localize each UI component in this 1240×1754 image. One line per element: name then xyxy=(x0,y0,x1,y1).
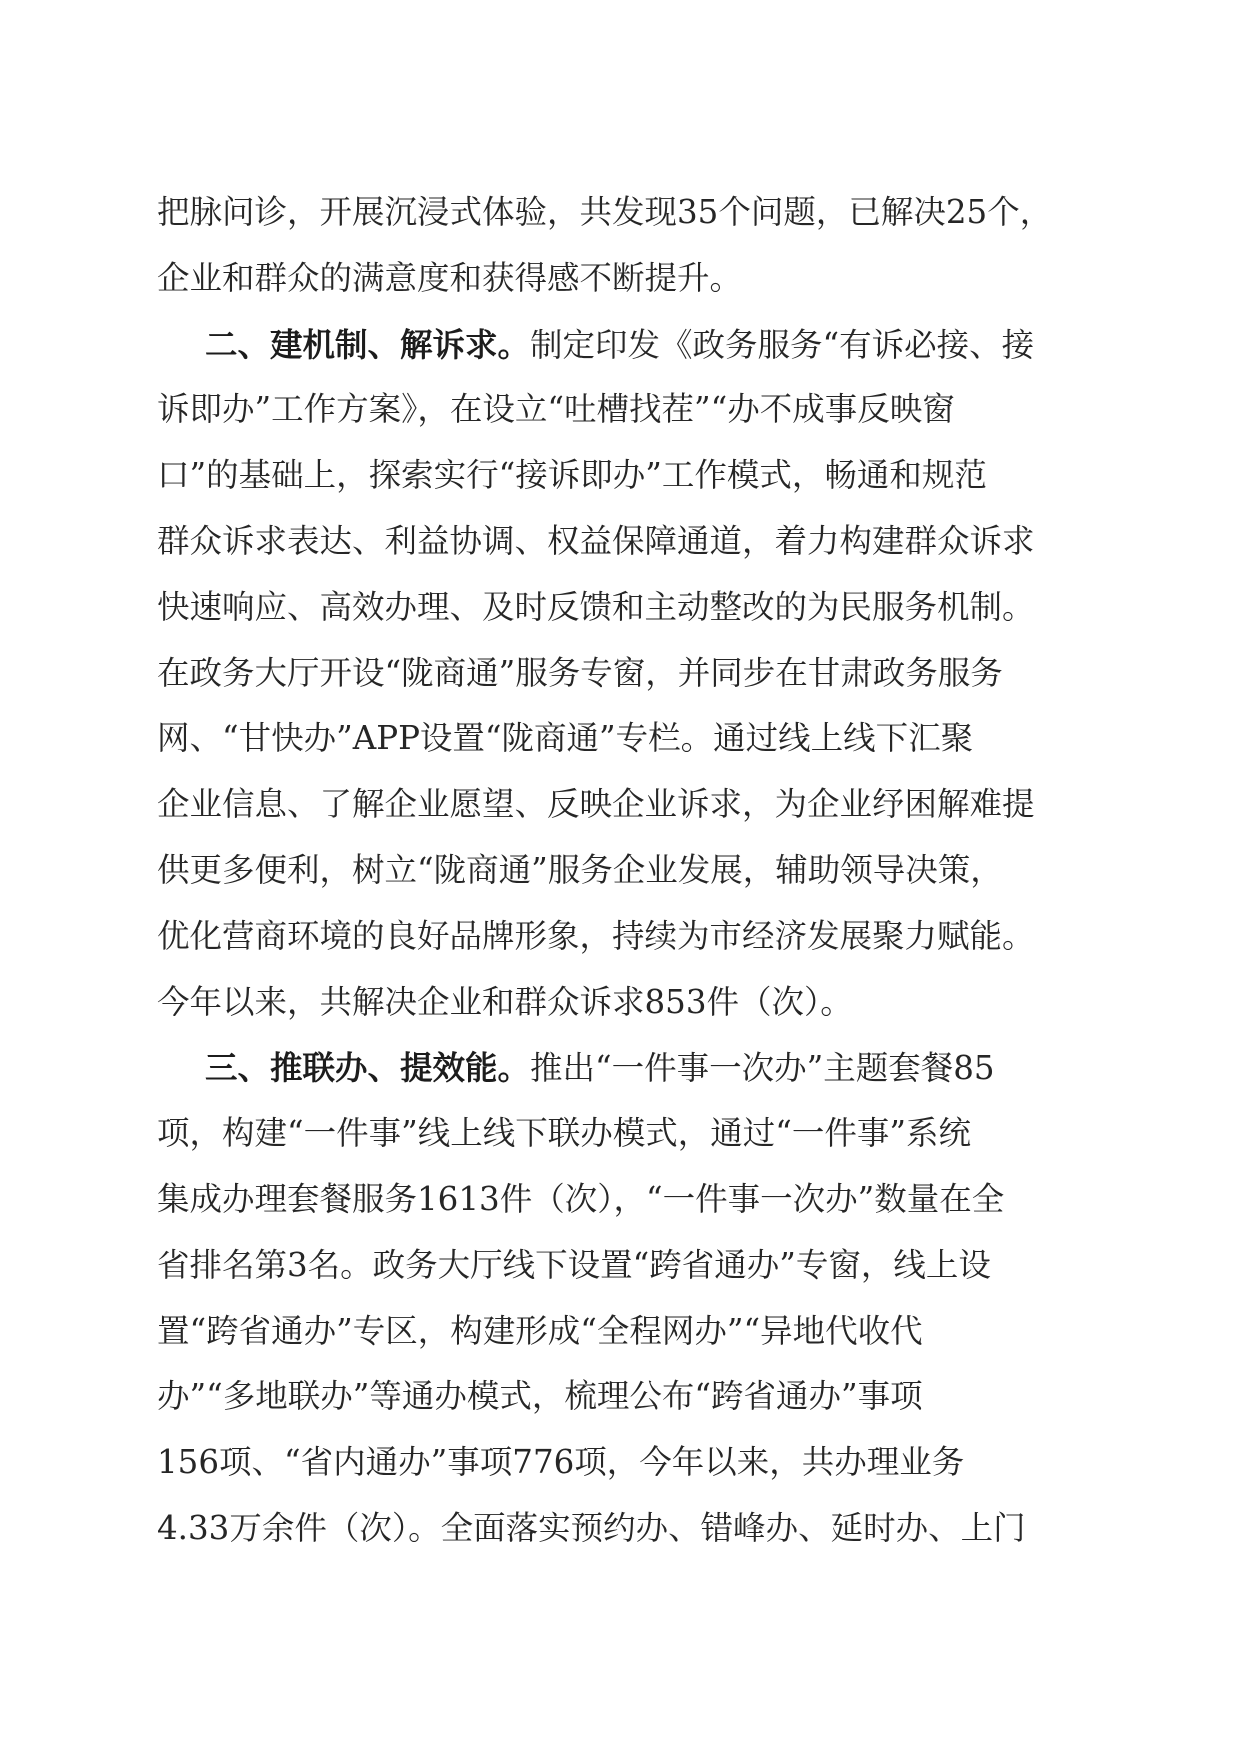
text-line: 供更多便利，树立“陇商通”服务企业发展，辅助领导决策， xyxy=(157,850,1003,889)
text-line: 置“跨省通办”专区，构建形成“全程网办”“异地代收代 xyxy=(157,1311,923,1350)
text-line: 项，构建“一件事”线上线下联办模式，通过“一件事”系统 xyxy=(157,1114,971,1153)
text-line: 集成办理套餐服务1613件（次），“一件事一次办”数量在全 xyxy=(157,1179,1005,1218)
section-two-first-line xyxy=(157,312,1087,378)
section-heading-three: 三、推联办、提效能。 xyxy=(205,1048,531,1088)
body-text xyxy=(157,180,1087,1562)
section-three-first-line xyxy=(157,1035,1087,1101)
text-line: 口”的基础上，探索实行“接诉即办”工作模式，畅通和规范 xyxy=(157,456,987,495)
text-line: 今年以来，共解决企业和群众诉求853件（次）。 xyxy=(157,982,853,1021)
text-line: 企业信息、了解企业愿望、反映企业诉求，为企业纾困解难提 xyxy=(157,785,1035,824)
text-line: 网、“甘快办”APP设置“陇商通”专栏。通过线上线下汇聚 xyxy=(157,719,974,758)
text-line: 156项、“省内通办”事项776项，今年以来，共办理业务 xyxy=(157,1443,965,1482)
text-line: 4.33万余件（次）。全面落实预约办、错峰办、延时办、上门 xyxy=(157,1508,1026,1547)
text-line: 企业和群众的满意度和获得感不断提升。 xyxy=(157,258,743,297)
text-line: 在政务大厅开设“陇商通”服务专窗，并同步在甘肃政务服务 xyxy=(157,653,1003,692)
text-line: 把脉问诊，开展沉浸式体验，共发现35个问题，已解决25个， xyxy=(157,193,1053,231)
text-line: 优化营商环境的良好品牌形象，持续为市经济发展聚力赋能。 xyxy=(157,916,1035,955)
text-line-content: 制定印发《政务服务“有诉必接、接 xyxy=(530,325,1035,364)
section-heading-two: 二、建机制、解诉求。 xyxy=(205,324,531,364)
text-line-content: 推出“一件事一次办”主题套餐85 xyxy=(530,1049,995,1088)
text-line: 快速响应、高效办理、及时反馈和主动整改的为民服务机制。 xyxy=(157,587,1035,626)
text-line: 省排名第3名。政务大厅线下设置“跨省通办”专窗，线上设 xyxy=(157,1245,991,1284)
text-line: 诉即办”工作方案》，在设立“吐槽找茬”“办不成事反映窗 xyxy=(157,390,955,429)
text-line: 办”“多地联办”等通办模式，梳理公布“跨省通办”事项 xyxy=(157,1377,923,1416)
text-line: 群众诉求表达、利益协调、权益保障通道，着力构建群众诉求 xyxy=(157,521,1035,560)
